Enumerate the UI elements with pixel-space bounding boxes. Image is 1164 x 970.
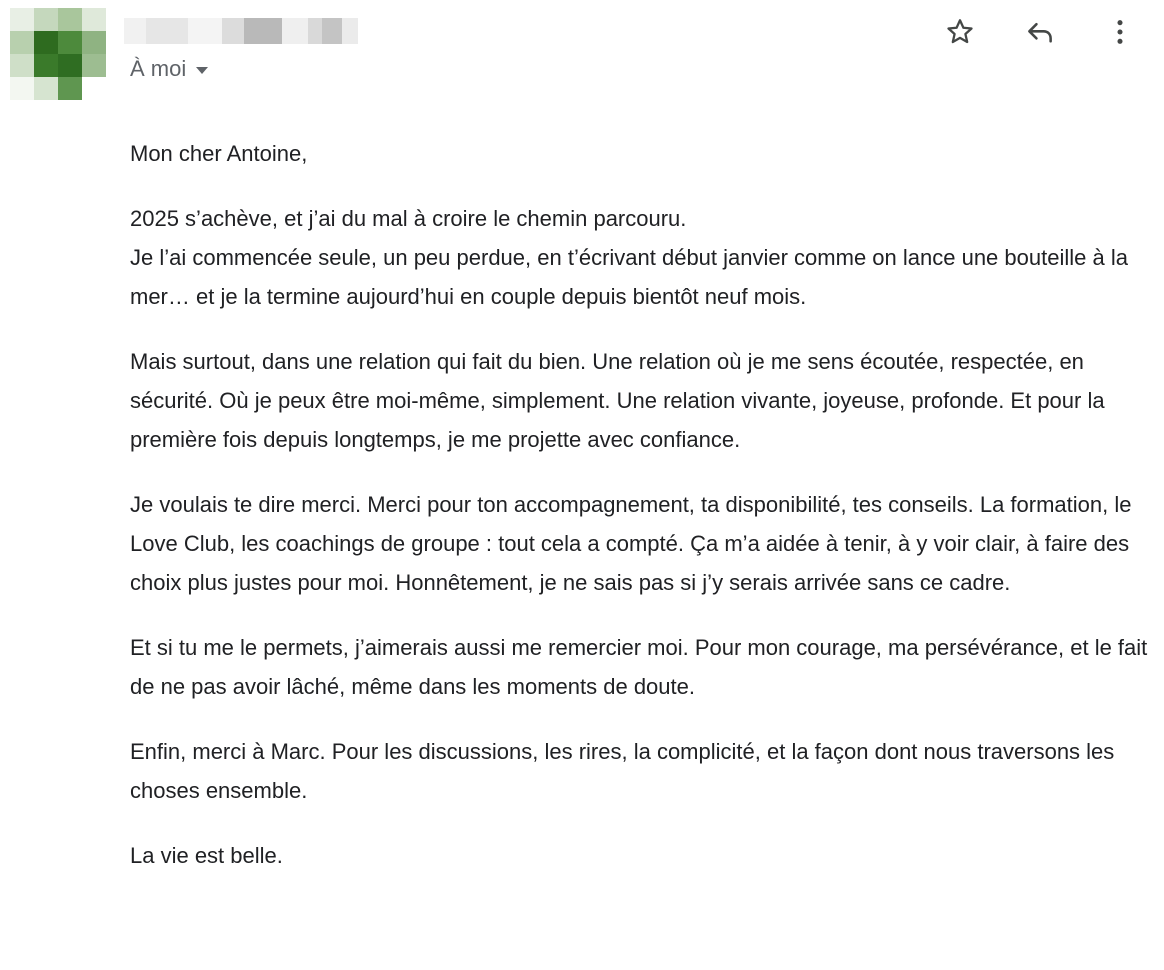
message-paragraph: Enfin, merci à Marc. Pour les discussions, les rires, la complicité, et la façon dont nous traversons les choses ensemble. (130, 739, 1115, 803)
more-vert-icon (1104, 16, 1136, 48)
message-paragraph: Et si tu me le permets, j’aimerais aussi me remercier moi. Pour mon courage, ma persévérance, et le fait de ne pas avoir lâché, même dans les moments de doute. (130, 635, 1148, 699)
avatar-pixel (10, 77, 34, 100)
avatar-pixel (58, 31, 82, 54)
avatar-pixel (82, 54, 106, 77)
sender-name-redacted (124, 18, 360, 44)
avatar-pixel (10, 8, 34, 31)
recipient-label: À moi (130, 56, 187, 81)
message-closing: La vie est belle. (130, 843, 283, 868)
message-paragraph: 2025 s’achève, et j’ai du mal à croire le chemin parcouru. Je l’ai commencée seule, un peu perdue, en t’écrivant début janvier comme on lance une bouteille à la mer… et je la termine aujourd’hui en couple depuis bientôt neuf mois. (130, 206, 1128, 309)
reply-icon (1023, 15, 1057, 49)
chevron-down-icon (196, 67, 208, 74)
avatar-pixel (10, 31, 34, 54)
avatar-pixel (34, 54, 58, 77)
avatar-pixel (82, 77, 106, 100)
more-options-button[interactable] (1100, 12, 1140, 52)
star-button[interactable] (940, 12, 980, 52)
message-body (130, 134, 1150, 901)
message-header (0, 0, 1164, 110)
message-paragraph: Mais surtout, dans une relation qui fait du bien. Une relation où je me sens écoutée, respectée, en sécurité. Où je peux être moi-même, simplement. Une relation vivante, joyeuse, profonde. Et pour la première fois depuis longtemps, je me projette avec confiance. (130, 349, 1105, 452)
greeting: Mon cher Antoine, (130, 141, 308, 166)
avatar-pixel (58, 8, 82, 31)
sender-avatar[interactable] (10, 8, 106, 100)
avatar-pixel (82, 8, 106, 31)
avatar-pixel (34, 77, 58, 100)
avatar-pixel (58, 77, 82, 100)
recipient-dropdown[interactable] (130, 56, 208, 82)
reply-button[interactable] (1020, 12, 1060, 52)
avatar-pixel (34, 31, 58, 54)
avatar-pixel (10, 54, 34, 77)
avatar-pixel (82, 31, 106, 54)
message-paragraph: Je voulais te dire merci. Merci pour ton accompagnement, ta disponibilité, tes conseils. La formation, le Love Club, les coachings de groupe : tout cela a compté. Ça m’a aidée à tenir, à y voir clair, à faire des choix plus justes pour moi. Honnêtement, je ne sais pas si j’y serais arrivée sans ce cadre. (130, 492, 1132, 595)
avatar-pixel (34, 8, 58, 31)
star-icon (944, 16, 976, 48)
avatar-pixel (58, 54, 82, 77)
